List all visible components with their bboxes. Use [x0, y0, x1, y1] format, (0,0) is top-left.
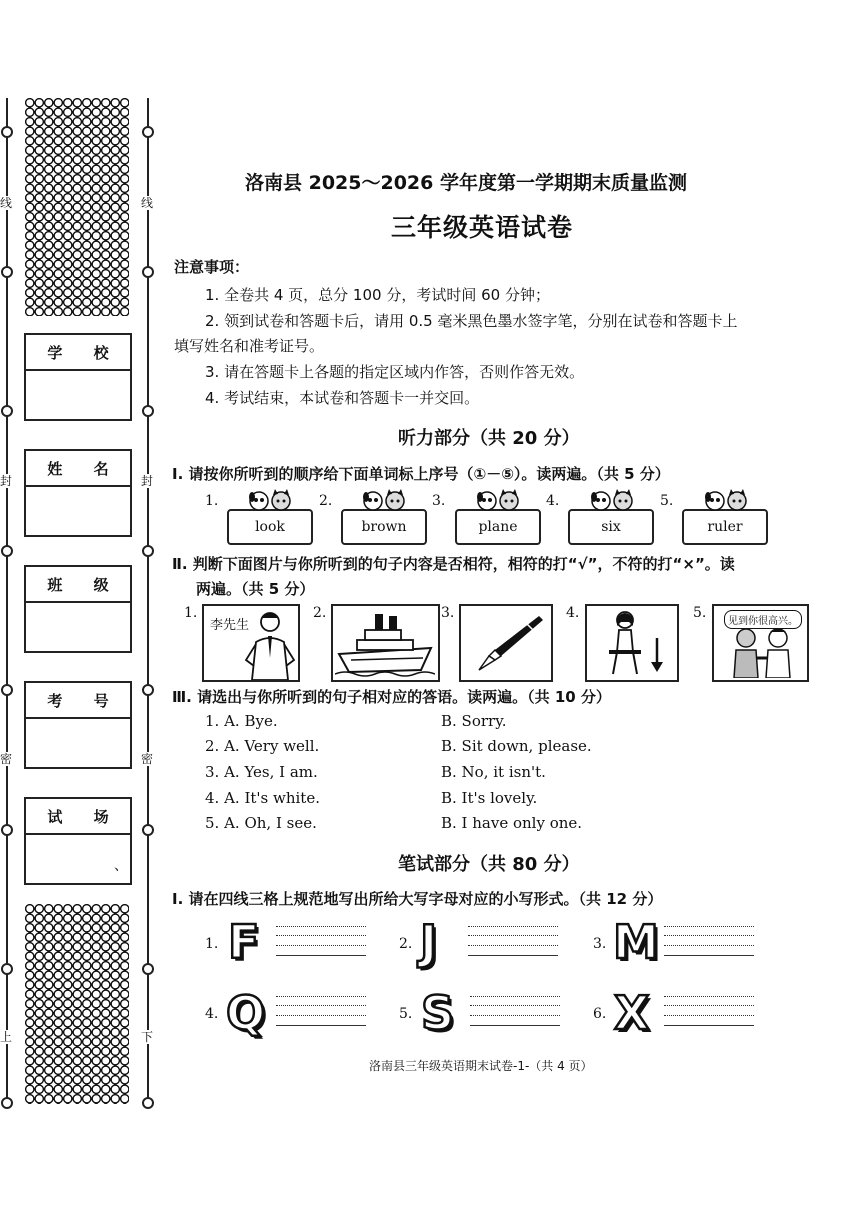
picture-ship — [331, 604, 440, 682]
word-text: ruler — [707, 519, 743, 535]
item-number: 1. — [184, 605, 198, 621]
word-card — [568, 509, 654, 545]
pen-icon — [465, 610, 547, 676]
class-box[interactable] — [24, 565, 132, 653]
word-card — [455, 509, 541, 545]
exam-subtitle: 三年级英语试卷 — [391, 213, 574, 242]
picture-pen — [459, 604, 553, 682]
item-number: 2. — [313, 605, 327, 621]
listening-heading: 听力部分（共 20 分） — [398, 428, 580, 449]
question-3-text: Ⅲ. 请选出与你所听到的句子相对应的答语。读两遍。（共 10 分） — [172, 688, 611, 706]
option-b: B. No, it isn't. — [441, 763, 546, 781]
dot-pattern-bottom — [25, 904, 129, 1104]
binding-hole — [142, 405, 154, 417]
exam-title: 洛南县 2025～2026 学年度第一学期期末质量监测 — [245, 172, 687, 194]
four-line-grid[interactable] — [470, 996, 560, 1030]
dot-pattern-top — [25, 98, 129, 316]
exam-room-label: 试 场 — [26, 799, 130, 835]
item-number: 4. — [205, 1006, 219, 1022]
item-number: 2. — [399, 936, 413, 952]
page-footer: 洛南县三年级英语期末试卷-1-（共 4 页） — [369, 1059, 593, 1073]
notice-item: 4. 考试结束，本试卷和答题卡一并交回。 — [205, 389, 480, 407]
handshake-icon — [720, 626, 804, 678]
item-number: 4. — [566, 605, 580, 621]
option-b: B. I have only one. — [441, 814, 583, 832]
binding-hole — [1, 405, 13, 417]
word-text: look — [255, 519, 285, 535]
cat-dog-icon — [589, 489, 639, 513]
notice-heading: 注意事项： — [174, 258, 250, 276]
binding-hole — [142, 266, 154, 278]
item-number: 3. — [441, 605, 455, 621]
binding-hole — [1, 266, 13, 278]
cat-dog-icon — [247, 489, 297, 513]
cat-dog-icon — [703, 489, 753, 513]
notice-item: 2. 领到试卷和答题卡后，请用 0.5 毫米黑色墨水签字笔，分别在试卷和答题卡上 — [205, 312, 738, 330]
item-number: 6. — [593, 1006, 607, 1022]
name-label: 姓 名 — [26, 451, 130, 487]
question-1-text: Ⅰ. 请按你所听到的顺序给下面单词标上序号（①－⑤）。读两遍。（共 5 分） — [172, 465, 670, 483]
question-2-text-cont: 两遍。（共 5 分） — [196, 580, 315, 598]
four-line-grid[interactable] — [664, 996, 754, 1030]
cat-dog-icon — [475, 489, 525, 513]
binding-hole — [1, 545, 13, 557]
binding-hole — [142, 545, 154, 557]
capital-letter: J — [420, 915, 438, 969]
writing-question-1-text: Ⅰ. 请在四线三格上规范地写出所给大写字母对应的小写形式。（共 12 分） — [172, 890, 663, 908]
binding-hole — [1, 824, 13, 836]
binding-char: 封 — [141, 474, 154, 488]
item-number: 3. — [432, 493, 446, 509]
binding-char: 下 — [141, 1030, 154, 1044]
binding-line-right — [147, 98, 149, 1106]
item-number: 2. — [319, 493, 333, 509]
item-number: 5. — [399, 1006, 413, 1022]
binding-hole — [1, 963, 13, 975]
class-label: 班 级 — [26, 567, 130, 603]
binding-hole — [142, 684, 154, 696]
ship-icon — [335, 608, 435, 678]
four-line-grid[interactable] — [468, 926, 558, 960]
picture-nice-to-meet — [712, 604, 809, 682]
exam-room-box[interactable] — [24, 797, 132, 885]
binding-hole — [1, 684, 13, 696]
binding-hole — [1, 126, 13, 138]
capital-letter: Q — [226, 986, 266, 1040]
option-b: B. Sit down, please. — [441, 737, 592, 755]
item-number: 1. — [205, 936, 219, 952]
binding-char: 线 — [0, 196, 13, 210]
four-line-grid[interactable] — [276, 926, 366, 960]
notice-item: 1. 全卷共 4 页，总分 100 分，考试时间 60 分钟； — [205, 286, 550, 304]
word-text: plane — [478, 519, 518, 535]
binding-hole — [1, 1097, 13, 1109]
school-box[interactable] — [24, 333, 132, 421]
binding-hole — [142, 824, 154, 836]
word-text: six — [601, 519, 621, 535]
binding-hole — [142, 126, 154, 138]
capital-letter: M — [613, 915, 659, 969]
binding-char: 密 — [0, 752, 13, 766]
writing-heading: 笔试部分（共 80 分） — [398, 854, 580, 875]
binding-char: 封 — [0, 474, 13, 488]
item-number: 5. — [660, 493, 674, 509]
capital-letter: F — [228, 915, 260, 969]
word-card — [682, 509, 768, 545]
binding-line-left — [6, 98, 8, 1106]
name-box[interactable] — [24, 449, 132, 537]
binding-char: 密 — [141, 752, 154, 766]
girl-sitting-icon — [591, 608, 675, 678]
item-number: 3. — [593, 936, 607, 952]
option-a: 4. A. It's white. — [205, 789, 320, 807]
option-a: 2. A. Very well. — [205, 737, 320, 755]
item-number: 1. — [205, 493, 219, 509]
box-mark: 、 — [114, 858, 128, 874]
four-line-grid[interactable] — [276, 996, 366, 1030]
word-card — [227, 509, 313, 545]
binding-char: 上 — [0, 1030, 13, 1044]
binding-char: 线 — [141, 196, 154, 210]
option-a: 1. A. Bye. — [205, 712, 278, 730]
notice-item: 填写姓名和准考证号。 — [174, 337, 325, 355]
man-icon — [242, 608, 298, 680]
option-a: 5. A. Oh, I see. — [205, 814, 317, 832]
word-text: brown — [361, 519, 407, 535]
item-number: 4. — [546, 493, 560, 509]
picture-sit-down — [585, 604, 679, 682]
picture-caption: 李先生 — [210, 618, 250, 633]
binding-hole — [142, 1097, 154, 1109]
option-b: B. It's lovely. — [441, 789, 538, 807]
exam-number-label: 考 号 — [26, 683, 130, 719]
notice-item: 3. 请在答题卡上各题的指定区域内作答，否则作答无效。 — [205, 363, 585, 381]
option-b: B. Sorry. — [441, 712, 507, 730]
word-card — [341, 509, 427, 545]
exam-number-box[interactable] — [24, 681, 132, 769]
four-line-grid[interactable] — [664, 926, 754, 960]
binding-hole — [142, 963, 154, 975]
option-a: 3. A. Yes, I am. — [205, 763, 318, 781]
school-label: 学 校 — [26, 335, 130, 371]
capital-letter: S — [421, 986, 455, 1040]
question-2-text: Ⅱ. 判断下面图片与你所听到的句子内容是否相符，相符的打“√”，不符的打“×”。读 — [172, 555, 735, 573]
speech-bubble: 见到你很高兴。 — [724, 610, 802, 629]
item-number: 5. — [693, 605, 707, 621]
cat-dog-icon — [361, 489, 411, 513]
capital-letter: X — [614, 986, 650, 1040]
picture-mr-li — [202, 604, 300, 682]
